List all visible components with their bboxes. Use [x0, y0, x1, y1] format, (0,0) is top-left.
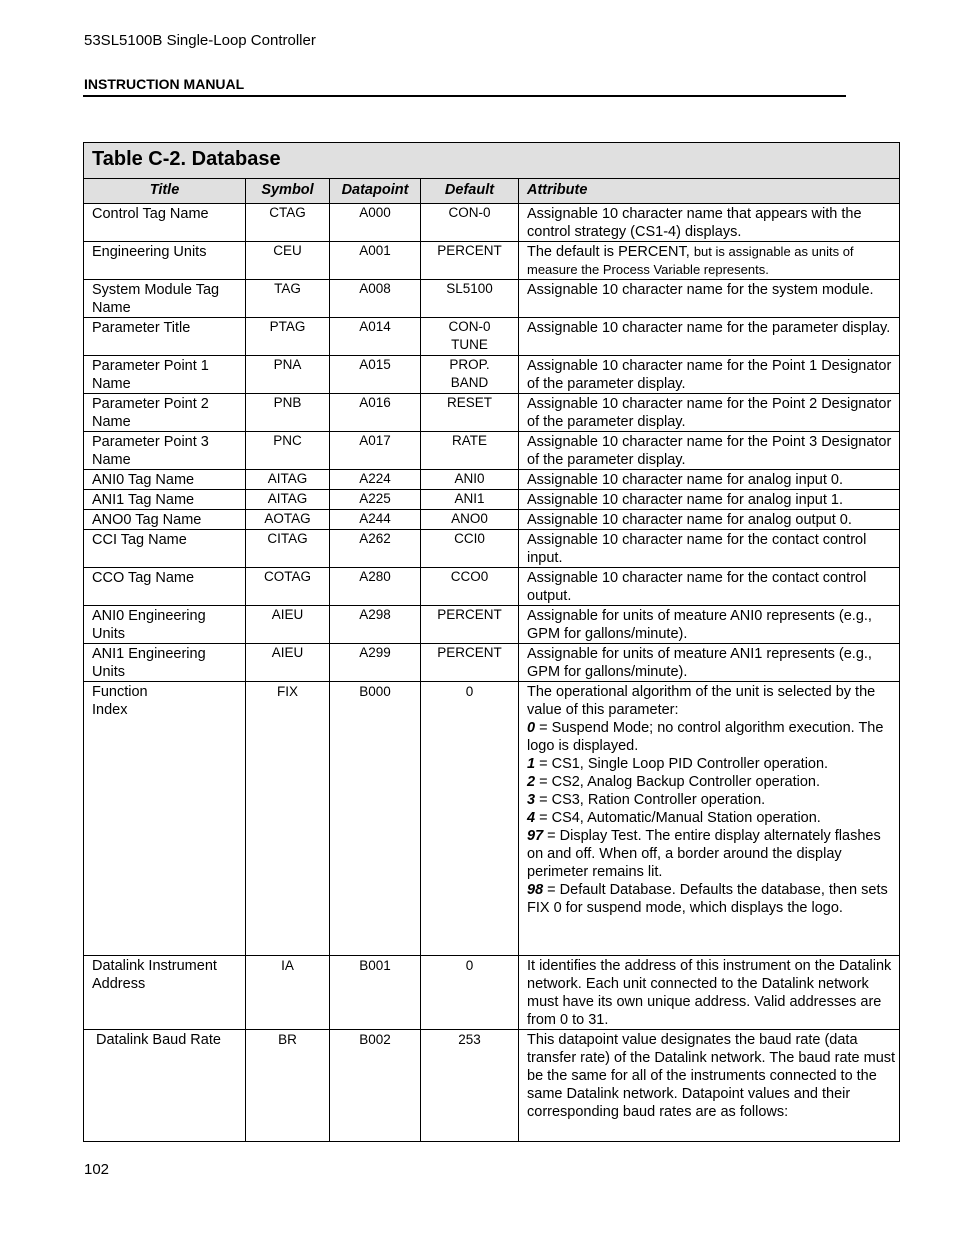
- row-title: ANI0 Engineering Units: [84, 606, 246, 644]
- row-datapoint: B000: [330, 682, 421, 956]
- row-default: [421, 356, 519, 394]
- row-default: CCO0: [421, 568, 519, 606]
- column-header-attribute: Attribute: [519, 179, 900, 204]
- option-item: [527, 773, 895, 791]
- table-row: [84, 682, 900, 956]
- table-row: [84, 644, 900, 682]
- row-title: Datalink Baud Rate: [84, 1030, 246, 1142]
- option-text: = CS2, Analog Backup Controller operation.: [535, 774, 821, 790]
- row-symbol: CITAG: [246, 530, 330, 568]
- table-row: [84, 280, 900, 318]
- row-default: 253: [421, 1030, 519, 1142]
- row-datapoint: A001: [330, 242, 421, 280]
- row-title: CCO Tag Name: [84, 568, 246, 606]
- attribute-intro: value of this parameter:: [527, 702, 679, 718]
- row-title: System Module Tag Name: [84, 280, 246, 318]
- table-row: [84, 470, 900, 490]
- row-symbol: AITAG: [246, 470, 330, 490]
- row-datapoint: A224: [330, 470, 421, 490]
- page-number: 102: [84, 1161, 110, 1178]
- row-attribute: [519, 242, 900, 280]
- row-attribute: Assignable 10 character name for the system module.: [519, 280, 900, 318]
- option-value: 2: [527, 774, 536, 790]
- column-header-symbol: Symbol: [246, 179, 330, 204]
- option-text: = Default Database. Defaults the database, then sets FIX 0 for suspend mode, which displays the logo.: [527, 882, 888, 916]
- row-datapoint: A008: [330, 280, 421, 318]
- default-line-1: CON-0: [448, 319, 491, 334]
- column-header-default: Default: [421, 179, 519, 204]
- table-row: [84, 568, 900, 606]
- table-header-row: [84, 179, 900, 204]
- row-attribute: This datapoint value designates the baud rate (data transfer rate) of the Datalink network. The baud rate must be the same for all of the instruments connected to the same Datalink network. Datapoint values and their corresponding baud rates are as follows:: [519, 1030, 900, 1142]
- row-symbol: AITAG: [246, 490, 330, 510]
- table-row: [84, 242, 900, 280]
- row-symbol: AIEU: [246, 606, 330, 644]
- option-item: [527, 881, 895, 917]
- table-row: [84, 606, 900, 644]
- row-attribute: Assignable 10 character name for the contact control output.: [519, 568, 900, 606]
- row-symbol: AIEU: [246, 644, 330, 682]
- option-text: = CS4, Automatic/Manual Station operation.: [535, 810, 821, 826]
- table-row: [84, 490, 900, 510]
- row-attribute: Assignable 10 character name for analog output 0.: [519, 510, 900, 530]
- row-datapoint: A017: [330, 432, 421, 470]
- row-symbol: CTAG: [246, 204, 330, 242]
- row-symbol: AOTAG: [246, 510, 330, 530]
- row-datapoint: A225: [330, 490, 421, 510]
- row-datapoint: A244: [330, 510, 421, 530]
- option-value: 3: [527, 792, 536, 808]
- table-row: [84, 956, 900, 1030]
- option-item: [527, 755, 895, 773]
- row-default: [421, 318, 519, 356]
- column-header-datapoint: Datapoint: [330, 179, 421, 204]
- row-title: ANI1 Engineering Units: [84, 644, 246, 682]
- option-value: 97: [527, 828, 544, 844]
- table-row: [84, 510, 900, 530]
- option-value: 1: [527, 756, 536, 772]
- row-title: Engineering Units: [84, 242, 246, 280]
- row-symbol: BR: [246, 1030, 330, 1142]
- option-item: [527, 719, 895, 755]
- row-datapoint: A280: [330, 568, 421, 606]
- row-title: Control Tag Name: [84, 204, 246, 242]
- row-symbol: PNC: [246, 432, 330, 470]
- option-text: = Display Test. The entire display alternately flashes on and off. When off, a border around the display perimeter remains lit.: [527, 828, 881, 880]
- option-text: = CS1, Single Loop PID Controller operation.: [535, 756, 829, 772]
- default-line-2: TUNE: [451, 337, 488, 352]
- option-item: [527, 809, 895, 827]
- table-row: [84, 318, 900, 356]
- header-divider: [83, 95, 846, 97]
- row-default: ANI0: [421, 470, 519, 490]
- row-attribute: Assignable 10 character name for the contact control input.: [519, 530, 900, 568]
- option-text: = CS3, Ration Controller operation.: [535, 792, 766, 808]
- row-attribute: Assignable 10 character name for the Point 3 Designator of the parameter display.: [519, 432, 900, 470]
- option-item: [527, 827, 895, 881]
- row-attribute: [519, 682, 900, 956]
- row-default: RESET: [421, 394, 519, 432]
- title-line-1: Function: [92, 684, 148, 700]
- row-symbol: PNB: [246, 394, 330, 432]
- row-default: ANI1: [421, 490, 519, 510]
- row-attribute: It identifies the address of this instrument on the Datalink network. Each unit connected to the Datalink network must have its own unique address. Valid addresses are from 0 to 31.: [519, 956, 900, 1030]
- row-default: ANO0: [421, 510, 519, 530]
- row-symbol: IA: [246, 956, 330, 1030]
- title-line-2: Index: [92, 702, 128, 718]
- default-line-2: BAND: [450, 375, 489, 390]
- row-attribute: Assignable 10 character name for the Point 2 Designator of the parameter display.: [519, 394, 900, 432]
- row-symbol: TAG: [246, 280, 330, 318]
- row-datapoint: B001: [330, 956, 421, 1030]
- section-title: INSTRUCTION MANUAL: [84, 76, 245, 92]
- table-row: [84, 394, 900, 432]
- table-row: [84, 1030, 900, 1142]
- row-default: CON-0: [421, 204, 519, 242]
- option-value: 98: [527, 882, 544, 898]
- row-default: PERCENT: [421, 242, 519, 280]
- attribute-text: The default is PERCENT,: [527, 244, 690, 260]
- row-title: Datalink Instrument Address: [84, 956, 246, 1030]
- table-row: [84, 530, 900, 568]
- row-datapoint: A014: [330, 318, 421, 356]
- option-item: [527, 791, 895, 809]
- row-title: [84, 682, 246, 956]
- table-caption: Table C-2. Database: [84, 143, 900, 179]
- row-symbol: PNA: [246, 356, 330, 394]
- option-value: 0: [527, 720, 536, 736]
- table-row: [84, 432, 900, 470]
- default-line-1: PROP.: [449, 357, 490, 372]
- row-symbol: PTAG: [246, 318, 330, 356]
- row-default: 0: [421, 956, 519, 1030]
- row-title: Parameter Point 2 Name: [84, 394, 246, 432]
- row-attribute: Assignable 10 character name for analog input 0.: [519, 470, 900, 490]
- table-row: [84, 356, 900, 394]
- row-attribute: Assignable for units of meature ANI0 represents (e.g., GPM for gallons/minute).: [519, 606, 900, 644]
- row-symbol: CEU: [246, 242, 330, 280]
- database-table: [83, 142, 900, 1142]
- row-datapoint: B002: [330, 1030, 421, 1142]
- row-datapoint: A298: [330, 606, 421, 644]
- row-title: ANI1 Tag Name: [84, 490, 246, 510]
- row-title: ANI0 Tag Name: [84, 470, 246, 490]
- option-text: = Suspend Mode; no control algorithm execution. The logo is displayed.: [527, 720, 884, 754]
- column-header-title: Title: [84, 179, 246, 204]
- row-datapoint: A016: [330, 394, 421, 432]
- row-title: CCI Tag Name: [84, 530, 246, 568]
- row-title: ANO0 Tag Name: [84, 510, 246, 530]
- row-attribute: Assignable 10 character name for the Point 1 Designator of the parameter display.: [519, 356, 900, 394]
- row-attribute: Assignable 10 character name for the parameter display.: [519, 318, 900, 356]
- row-symbol: FIX: [246, 682, 330, 956]
- row-datapoint: A000: [330, 204, 421, 242]
- row-default: PERCENT: [421, 644, 519, 682]
- row-attribute: Assignable for units of meature ANI1 represents (e.g., GPM for gallons/minute).: [519, 644, 900, 682]
- row-title: Parameter Title: [84, 318, 246, 356]
- attribute-intro: The operational algorithm of the unit is selected by the: [527, 684, 876, 700]
- row-title: Parameter Point 3 Name: [84, 432, 246, 470]
- row-datapoint: A299: [330, 644, 421, 682]
- row-attribute: Assignable 10 character name for analog input 1.: [519, 490, 900, 510]
- row-datapoint: A262: [330, 530, 421, 568]
- row-default: 0: [421, 682, 519, 956]
- row-title: Parameter Point 1 Name: [84, 356, 246, 394]
- document-title: 53SL5100B Single-Loop Controller: [84, 32, 316, 49]
- row-default: SL5100: [421, 280, 519, 318]
- row-datapoint: A015: [330, 356, 421, 394]
- option-value: 4: [527, 810, 536, 826]
- table-row: [84, 204, 900, 242]
- row-default: PERCENT: [421, 606, 519, 644]
- row-default: RATE: [421, 432, 519, 470]
- row-default: CCI0: [421, 530, 519, 568]
- row-symbol: COTAG: [246, 568, 330, 606]
- row-attribute: Assignable 10 character name that appears with the control strategy (CS1-4) displays.: [519, 204, 900, 242]
- attribute-text-small: but is assignable as units of measure the Process Variable represents.: [527, 244, 854, 277]
